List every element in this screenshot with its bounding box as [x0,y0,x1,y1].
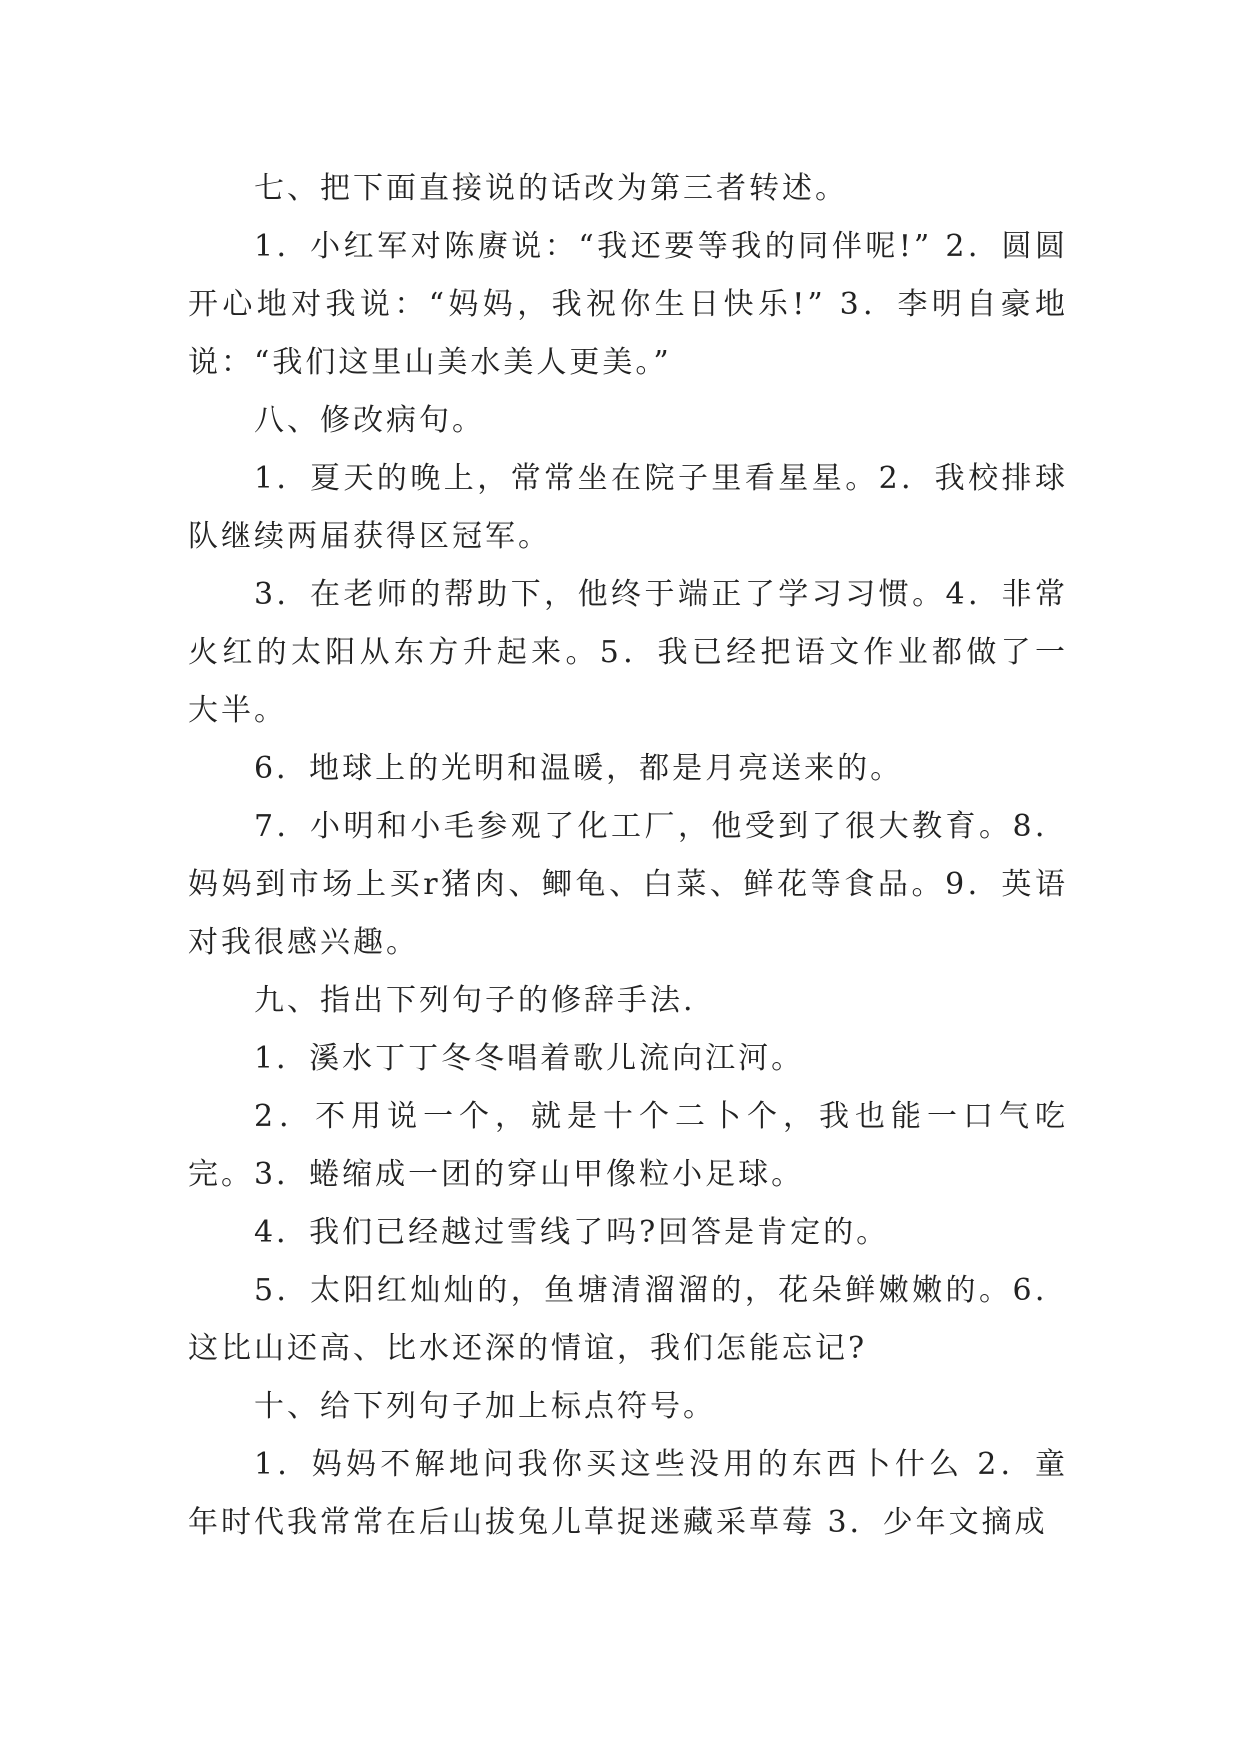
section-heading-9: 九、指出下列句子的修辞手法. [254,983,696,1018]
section-heading-7: 七、把下面直接说的话改为第三者转述。 [254,171,848,206]
paragraph: 1．溪水丁丁冬冬唱着歌儿流向江河。 [254,1041,805,1076]
paragraph: 1．小红军对陈赓说：“我还要等我的同伴呢!” 2．圆圆开心地对我说：“妈妈，我祝你生日快乐!” 3．李明自豪地说：“我们这里山美水美人更美。” [188,229,1068,380]
paragraph: 1．妈妈不解地问我你买这些没用的东西卜什么 2．童年时代我常常在后山拔兔儿草捉迷藏采草莓 3．少年文摘成 [188,1447,1068,1540]
paragraph: 1．夏天的晚上，常常坐在院子里看星星。2．我校排球队继续两届获得区冠军。 [188,461,1068,554]
paragraph: 4．我们已经越过雪线了吗?回答是肯定的。 [254,1215,890,1250]
paragraph: 6．地球上的光明和温暖，都是月亮送来的。 [254,751,904,786]
section-heading-10: 十、给下列句子加上标点符号。 [254,1389,716,1424]
document-body [188,160,1068,1552]
section-heading-8: 八、修改病句。 [254,403,485,438]
paragraph: 3．在老师的帮助下，他终于端正了学习习惯。4．非常火红的太阳从东方升起来。5．我已经把语文作业都做了一大半。 [188,577,1068,728]
paragraph: 2．不用说一个，就是十个二卜个，我也能一口气吃完。3．蜷缩成一团的穿山甲像粒小足球。 [188,1099,1068,1192]
paragraph: 7．小明和小毛参观了化工厂，他受到了很大教育。8．妈妈到市场上买r猪肉、鲫龟、白菜、鲜花等食品。9．英语对我很感兴趣。 [188,809,1068,960]
paragraph: 5．太阳红灿灿的，鱼塘清溜溜的，花朵鲜嫩嫩的。6．这比山还高、比水还深的情谊，我们怎能忘记? [188,1273,1068,1366]
